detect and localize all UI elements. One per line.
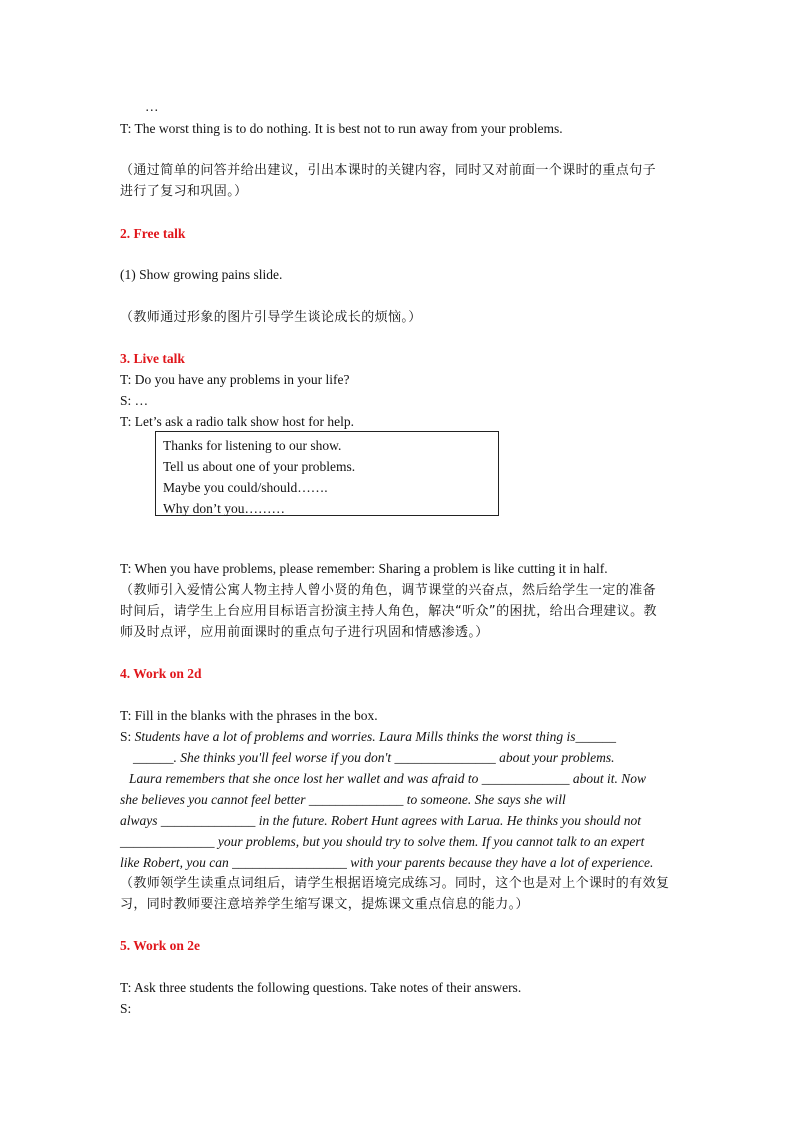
section-2-item: (1) Show growing pains slide. bbox=[120, 267, 283, 282]
intro-note-line-1: （通过简单的问答并给出建议，引出本课时的关键内容，同时又对前面一个课时的重点句子 bbox=[120, 163, 657, 178]
cloze-line-6: ______________ your problems, but you should try to solve them. If you cannot talk to an expert bbox=[120, 834, 645, 849]
intro-note-line-2: 进行了复习和巩固。） bbox=[120, 184, 248, 199]
cloze-line-4: she believes you cannot feel better ______________ to someone. She says she will bbox=[120, 792, 566, 807]
section-4-teacher-line: T: Fill in the blanks with the phrases in the box. bbox=[120, 708, 378, 723]
section-3-heading: 3. Live talk bbox=[120, 351, 185, 366]
section-4-note-line-2: 习，同时教师要注意培养学生缩写课文，提炼课文重点信息的能力。） bbox=[120, 897, 529, 912]
cloze-text: Students have a lot of problems and worries. Laura Mills thinks the worst thing is______ bbox=[134, 729, 617, 744]
section-5-heading: 5. Work on 2e bbox=[120, 938, 201, 953]
section-3-student-line-1: S: … bbox=[120, 393, 149, 408]
intro-ellipsis: … bbox=[145, 99, 159, 114]
intro-teacher-line: T: The worst thing is to do nothing. It is best not to run away from your problems. bbox=[120, 121, 563, 136]
cloze-line-3: Laura remembers that she once lost her wallet and was afraid to _____________ about it. Now bbox=[129, 771, 647, 786]
section-5-teacher-line: T: Ask three students the following questions. Take notes of their answers. bbox=[120, 980, 522, 995]
phrase-box bbox=[155, 431, 499, 516]
section-3-teacher-line-1: T: Do you have any problems in your life? bbox=[120, 372, 350, 387]
phrase-box-line: Maybe you could/should……. bbox=[163, 480, 328, 495]
section-4-note-line-1: （教师领学生读重点词组后，请学生根据语境完成练习。同时，这个也是对上个课时的有效复 bbox=[120, 876, 670, 891]
section-5-student-line: S: bbox=[120, 1001, 132, 1016]
section-3-teacher-line-2: T: Let’s ask a radio talk show host for help. bbox=[120, 414, 355, 429]
section-2-note: （教师通过形象的图片引导学生谈论成长的烦恼。） bbox=[120, 310, 422, 325]
phrase-box-line: Tell us about one of your problems. bbox=[163, 459, 356, 474]
cloze-line-7: like Robert, you can _________________ with your parents because they have a lot of experience. bbox=[120, 855, 654, 870]
section-3-teacher-line-3: T: When you have problems, please remember: Sharing a problem is like cutting it in half. bbox=[120, 561, 608, 576]
student-label: S: bbox=[120, 729, 135, 744]
cloze-line-5: always ______________ in the future. Robert Hunt agrees with Larua. He thinks you should not bbox=[120, 813, 641, 828]
phrase-box-line: Why don’t you……… bbox=[163, 501, 285, 516]
section-4-heading: 4. Work on 2d bbox=[120, 666, 202, 681]
cloze-line-2: ______. She thinks you'll feel worse if you don't _______________ about your problems. bbox=[133, 750, 615, 765]
section-3-note-line-2: 时间后，请学生上台应用目标语言扮演主持人角色，解决“听众”的困扰，给出合理建议。教 bbox=[120, 604, 657, 619]
section-2-heading: 2. Free talk bbox=[120, 226, 186, 241]
phrase-box-line: Thanks for listening to our show. bbox=[163, 438, 342, 453]
section-4-student-line-1 bbox=[120, 728, 616, 746]
section-3-note-line-1: （教师引入爱情公寓人物主持人曾小贤的角色，调节课堂的兴奋点，然后给学生一定的准备 bbox=[120, 583, 657, 598]
section-3-note-line-3: 师及时点评，应用前面课时的重点句子进行巩固和情感渗透。） bbox=[120, 625, 489, 640]
